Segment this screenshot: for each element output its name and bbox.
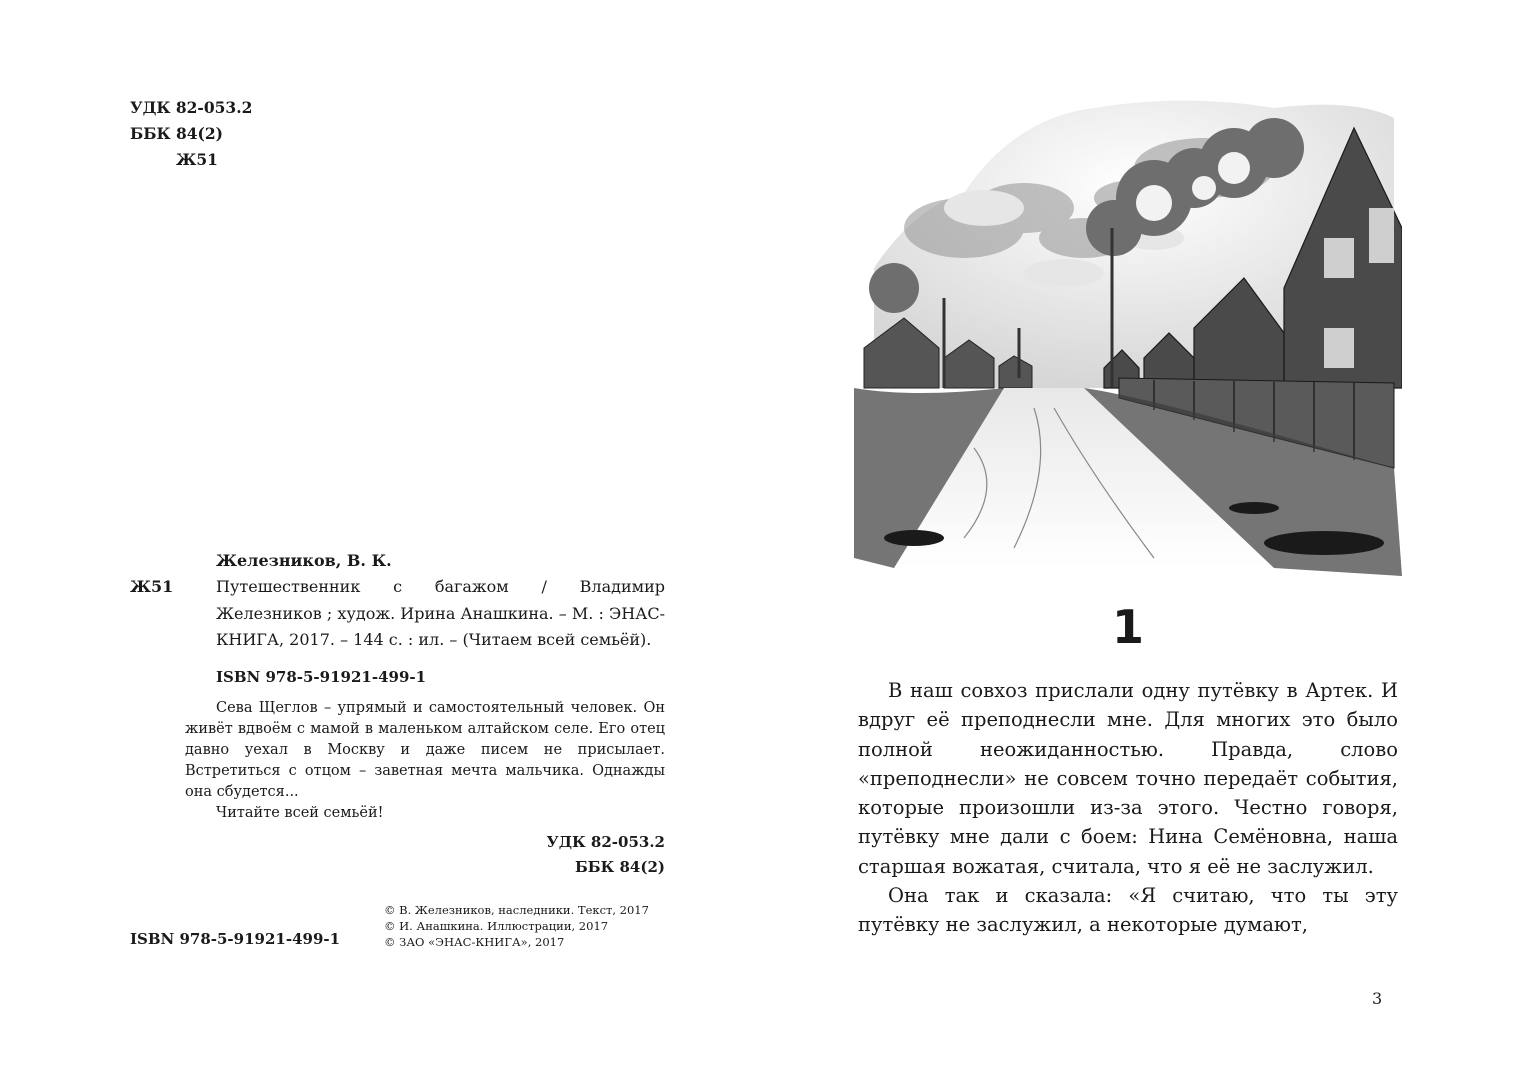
- page-number: 3: [1372, 989, 1383, 1008]
- classification-block: [130, 95, 252, 173]
- copyright-line: © И. Анашкина. Иллюстрации, 2017: [384, 919, 609, 933]
- copyright-line: © ЗАО «ЭНАС-КНИГА», 2017: [384, 935, 565, 949]
- book-description: Путешественник с багажом / Владимир Железников ; худож. Ирина Анашкина. – М. : ЭНАС-КНИГА, 2017. – 144 с. : ил. – (Читаем всей семьёй).: [216, 577, 665, 649]
- description-row: [130, 574, 665, 654]
- bbk-code: ББК 84(2): [130, 124, 224, 143]
- isbn-imprint: ISBN 978-5-91921-499-1: [130, 930, 341, 948]
- author-mark: Ж51: [176, 150, 218, 169]
- record-bbk: ББК 84(2): [574, 857, 665, 876]
- left-page: [0, 0, 756, 1080]
- annotation-text: Сева Щеглов – упрямый и самостоятельный человек. Он живёт вдвоём с мамой в маленьком алтайском селе. Его отец давно уехал в Москву и даже писем не присылает. Встретиться с отцом – заветная мечта мальчика. Однажды она сбудется...: [185, 699, 665, 800]
- annotation-closing: Читайте всей семьёй!: [216, 804, 384, 821]
- paragraph: Она так и сказала: «Я считаю, что ты эту путёвку не заслужил, а некоторые думают,: [858, 884, 1398, 937]
- record-code: Ж51: [130, 577, 174, 596]
- right-page: [756, 0, 1513, 1080]
- paragraph: В наш совхоз прислали одну путёвку в Артек. И вдруг её преподнесли мне. Для многих это было полной неожиданностью. Правда, слово «преподнесли» не совсем точно передаёт события, которые произошли из-за этого. Честно говоря, путёвку мне дали с боем: Нина Семёновна, наша старшая вожатая, считала, что я её не заслужил.: [858, 679, 1398, 878]
- body-text: [858, 676, 1398, 940]
- bibliographic-record: [130, 548, 665, 880]
- chapter-number: 1: [1111, 600, 1144, 654]
- author-heading: Железников, В. К.: [216, 551, 392, 570]
- annotation: [185, 698, 665, 824]
- copyright-line: © В. Железников, наследники. Текст, 2017: [384, 903, 649, 917]
- record-classification: [130, 830, 665, 880]
- copyright-block: [384, 902, 649, 950]
- udk-code: УДК 82-053.2: [130, 98, 253, 117]
- village-street-illustration: [854, 88, 1402, 576]
- record-udk: УДК 82-053.2: [546, 832, 665, 851]
- record-isbn: ISBN 978-5-91921-499-1: [216, 667, 427, 686]
